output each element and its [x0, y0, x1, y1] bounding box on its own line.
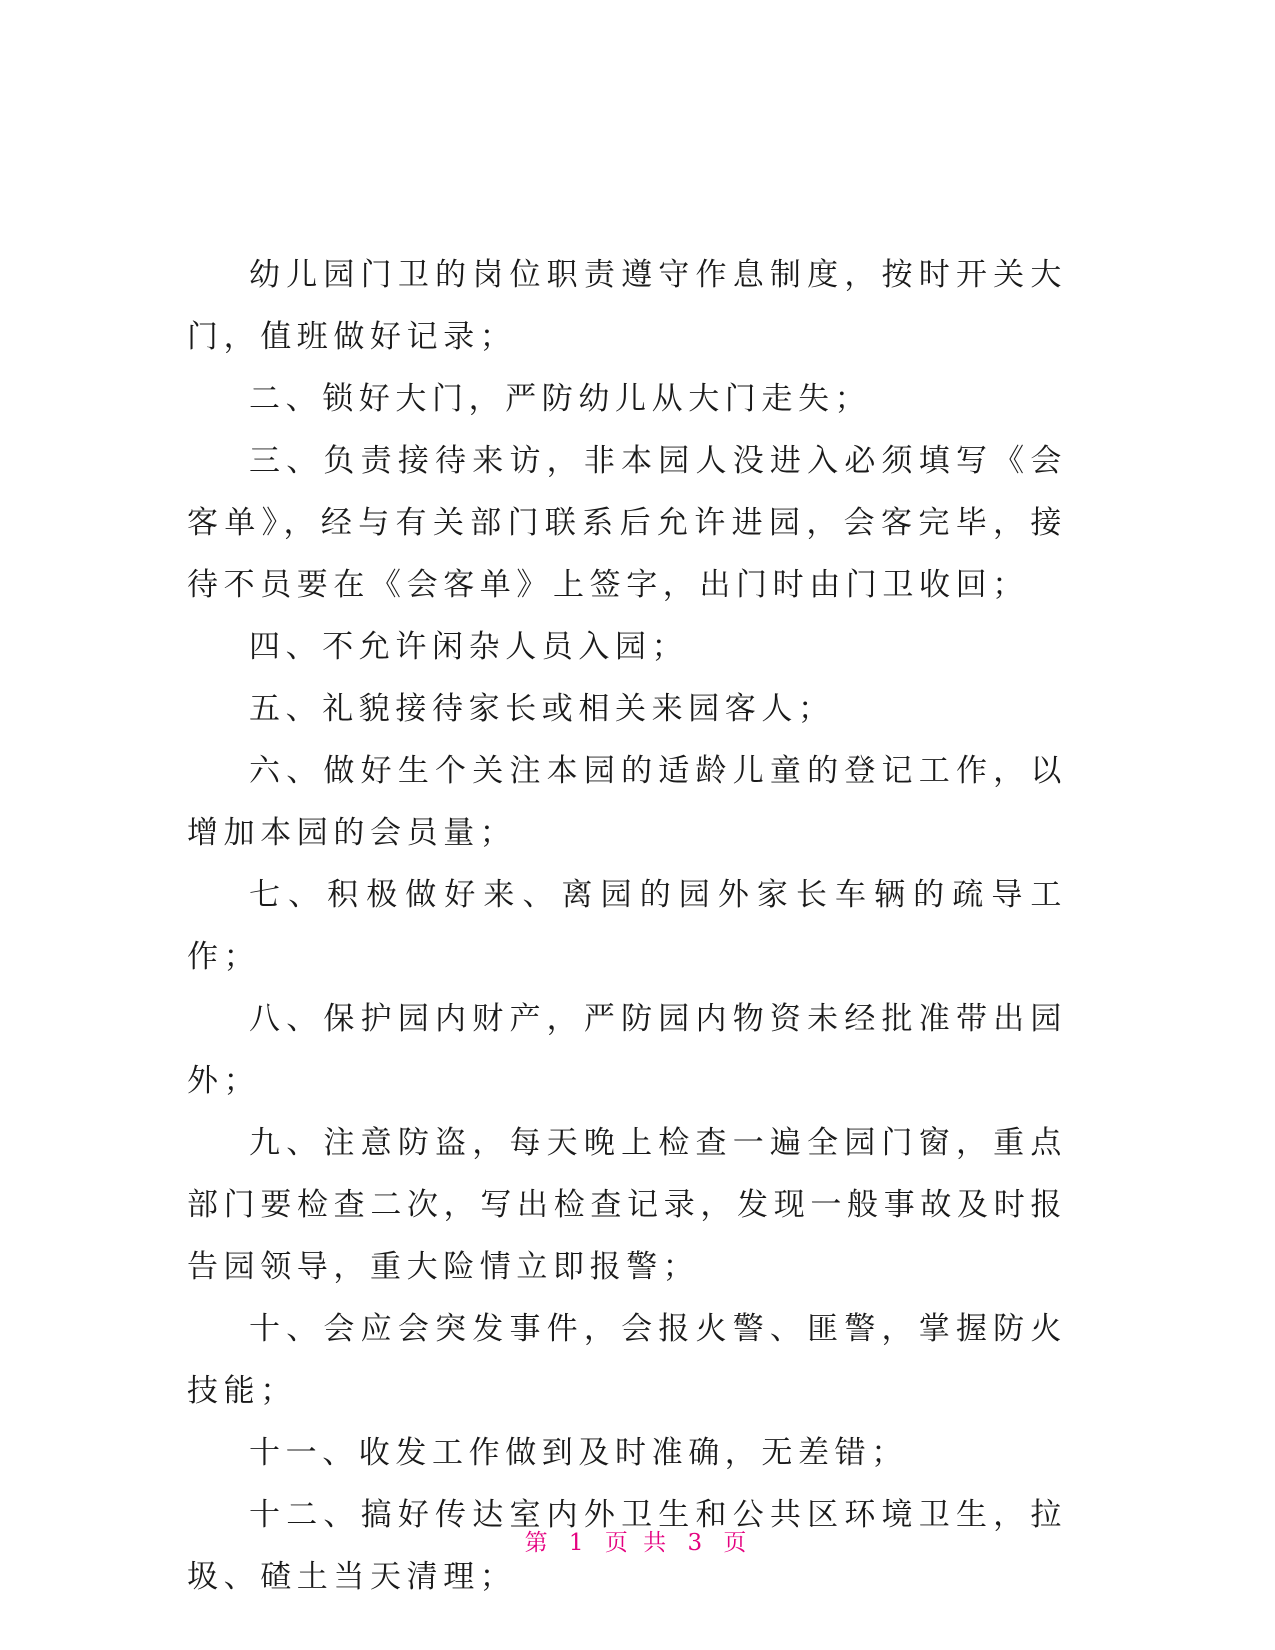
page-total: 3	[687, 1530, 707, 1556]
paragraph-item-8: 八、保护园内财产，严防园内物资未经批准带出园外；	[187, 1001, 1067, 1099]
page-mid: 页 共	[604, 1530, 671, 1556]
paragraph-intro: 幼儿园门卫的岗位职责遵守作息制度，按时开关大门，值班做好记录；	[187, 257, 1067, 355]
paragraph-item-2: 二、锁好大门，严防幼儿从大门走失；	[249, 381, 872, 417]
page-suffix: 页	[723, 1530, 751, 1556]
paragraph-item-5: 五、礼貌接待家长或相关来园客人；	[249, 691, 835, 727]
paragraph-item-10: 十、会应会突发事件，会报火警、匪警，掌握防火技能；	[187, 1311, 1067, 1409]
paragraph-item-7: 七、积极做好来、离园的园外家长车辆的疏导工作；	[187, 877, 1067, 975]
paragraph-item-12: 十二、搞好传达室内外卫生和公共区环境卫生，拉圾、碴土当天清理；	[187, 1497, 1067, 1595]
page-number-footer	[0, 1524, 1275, 1557]
paragraph-item-6: 六、做好生个关注本园的适龄儿童的登记工作，以增加本园的会员量；	[187, 753, 1067, 851]
paragraph-item-11: 十一、收发工作做到及时准确，无差错；	[249, 1435, 908, 1471]
paragraph-item-9: 九、注意防盗，每天晚上检查一遍全园门窗，重点部门要检查二次，写出检查记录，发现一般事故及时报告园领导，重大险情立即报警；	[187, 1125, 1067, 1285]
page-prefix: 第	[524, 1530, 552, 1556]
page-current: 1	[568, 1530, 588, 1556]
paragraph-item-3: 三、负责接待来访，非本园人没进入必须填写《会客单》，经与有关部门联系后允许进园，会客完毕，接待不员要在《会客单》上签字，出门时由门卫收回；	[187, 443, 1067, 603]
document-body	[187, 244, 1067, 1608]
paragraph-item-4: 四、不允许闲杂人员入园；	[249, 629, 689, 665]
